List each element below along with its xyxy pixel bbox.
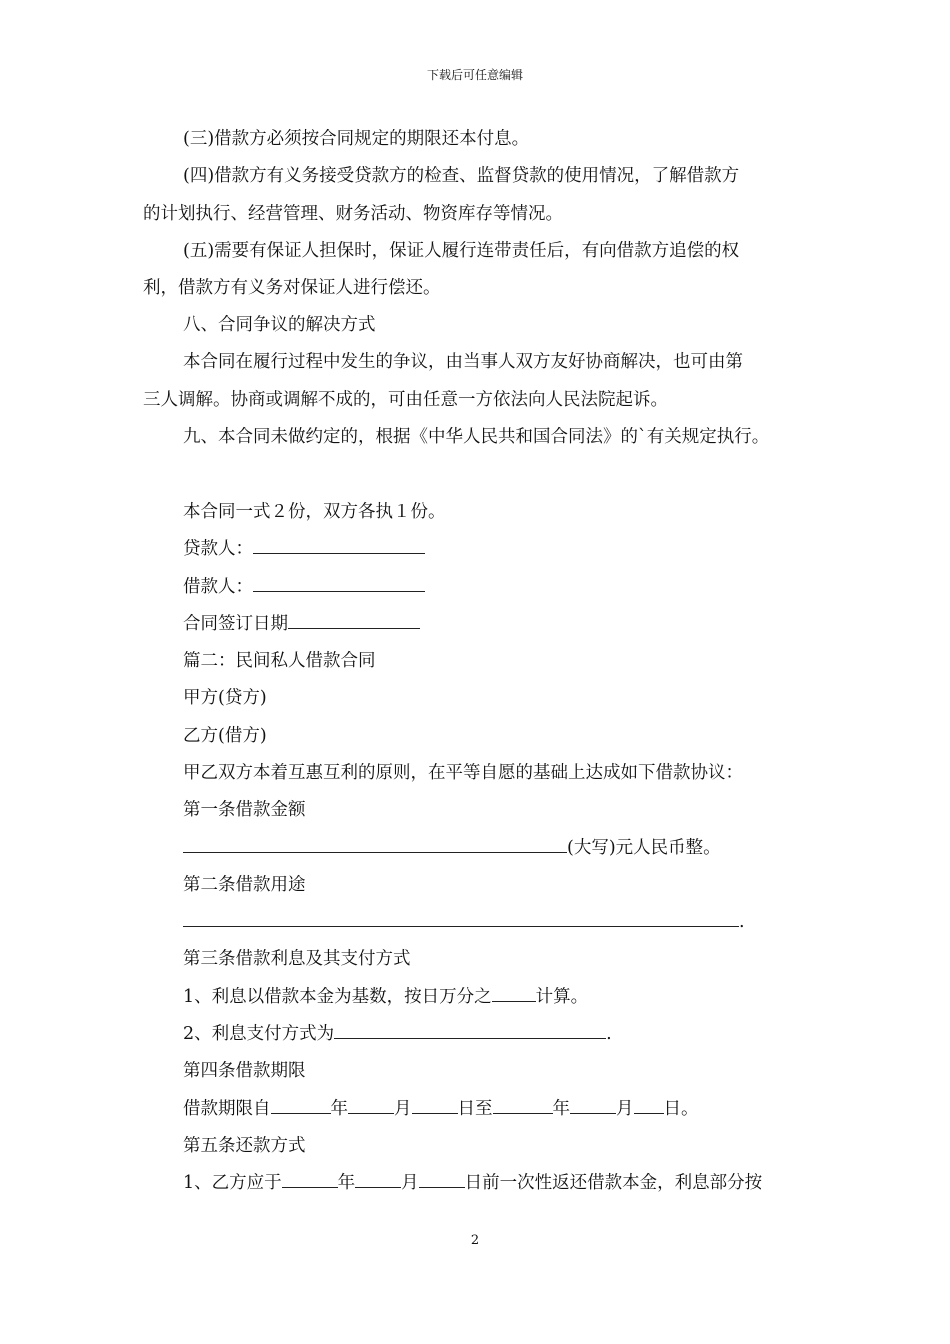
part-title: 篇二：民间私人借款合同 (183, 651, 376, 671)
repay-line (183, 1171, 762, 1195)
lender-blank (253, 538, 425, 554)
amount-line (183, 836, 721, 860)
start-month-blank (348, 1098, 394, 1114)
amount-suffix: (大写)元人民币整。 (567, 838, 721, 858)
lender-label: 贷款人： (183, 539, 253, 559)
repay-prefix: 1、乙方应于 (183, 1173, 282, 1193)
paragraph: 利，借款方有义务对保证人进行偿还。 (143, 278, 441, 298)
lender-line (183, 537, 425, 561)
payment-method-blank (334, 1023, 606, 1039)
page-number: 2 (470, 1233, 480, 1248)
paragraph: 三人调解。协商或调解不成的，可由任意一方依法向人民法院起诉。 (143, 390, 668, 410)
term-line (183, 1097, 699, 1121)
article-heading: 第一条借款金额 (183, 800, 306, 820)
amount-blank (183, 837, 567, 853)
borrower-blank (253, 576, 425, 592)
repay-month-blank (355, 1172, 401, 1188)
paragraph: 的计划执行、经营管理、财务活动、物资库存等情况。 (143, 204, 563, 224)
article-heading: 第三条借款利息及其支付方式 (183, 949, 411, 969)
borrower-label: 借款人： (183, 577, 253, 597)
borrower-line (183, 575, 425, 599)
page-header: 下载后可任意编辑 (426, 68, 523, 82)
day-to-label: 日至 (457, 1099, 493, 1119)
interest-2-suffix: . (606, 1024, 612, 1044)
purpose-blank (183, 911, 739, 927)
intro-paragraph: 甲乙双方本着互惠互利的原则，在平等自愿的基础上达成如下借款协议： (183, 763, 743, 783)
paragraph: (三)借款方必须按合同规定的期限还本付息。 (183, 129, 530, 149)
paragraph: (五)需要有保证人担保时，保证人履行连带责任后，有向借款方追偿的权 (183, 241, 740, 261)
start-year-blank (271, 1098, 331, 1114)
month-label: 月 (616, 1099, 634, 1119)
interest-1-prefix: 1、利息以借款本金为基数，按日万分之 (183, 987, 492, 1007)
purpose-line (183, 910, 745, 934)
end-day-blank (634, 1098, 664, 1114)
end-year-blank (493, 1098, 553, 1114)
article-heading: 第四条借款期限 (183, 1061, 306, 1081)
copies-line: 本合同一式２份，双方各执１份。 (183, 502, 446, 522)
interest-rate-blank (492, 986, 536, 1002)
purpose-end: . (739, 912, 745, 932)
end-month-blank (570, 1098, 616, 1114)
interest-line-2 (183, 1022, 612, 1046)
sign-date-blank (288, 613, 420, 629)
start-day-blank (412, 1098, 458, 1114)
repay-year-blank (282, 1172, 338, 1188)
year-label: 年 (552, 1099, 570, 1119)
section-heading: 八、合同争议的解决方式 (183, 315, 376, 335)
article-heading: 第二条借款用途 (183, 875, 306, 895)
interest-line-1 (183, 985, 588, 1009)
article-heading: 第五条还款方式 (183, 1136, 306, 1156)
repay-suffix: 日前一次性返还借款本金，利息部分按 (464, 1173, 763, 1193)
day-end-label: 日。 (663, 1099, 699, 1119)
interest-1-suffix: 计算。 (535, 987, 589, 1007)
paragraph: 九、本合同未做约定的，根据《中华人民共和国合同法》的`有关规定执行。 (183, 427, 770, 447)
paragraph: (四)借款方有义务接受贷款方的检查、监督贷款的使用情况，了解借款方 (183, 166, 740, 186)
sign-date-line (183, 612, 420, 636)
party-a: 甲方(贷方) (183, 688, 267, 708)
year-label: 年 (337, 1173, 356, 1193)
month-label: 月 (394, 1099, 412, 1119)
repay-day-blank (419, 1172, 465, 1188)
term-prefix: 借款期限自 (183, 1099, 271, 1119)
paragraph: 本合同在履行过程中发生的争议，由当事人双方友好协商解决，也可由第 (183, 352, 743, 372)
month-label: 月 (401, 1173, 419, 1193)
interest-2-prefix: 2、利息支付方式为 (183, 1024, 335, 1044)
sign-date-label: 合同签订日期 (183, 614, 288, 634)
year-label: 年 (330, 1099, 348, 1119)
party-b: 乙方(借方) (183, 726, 267, 746)
